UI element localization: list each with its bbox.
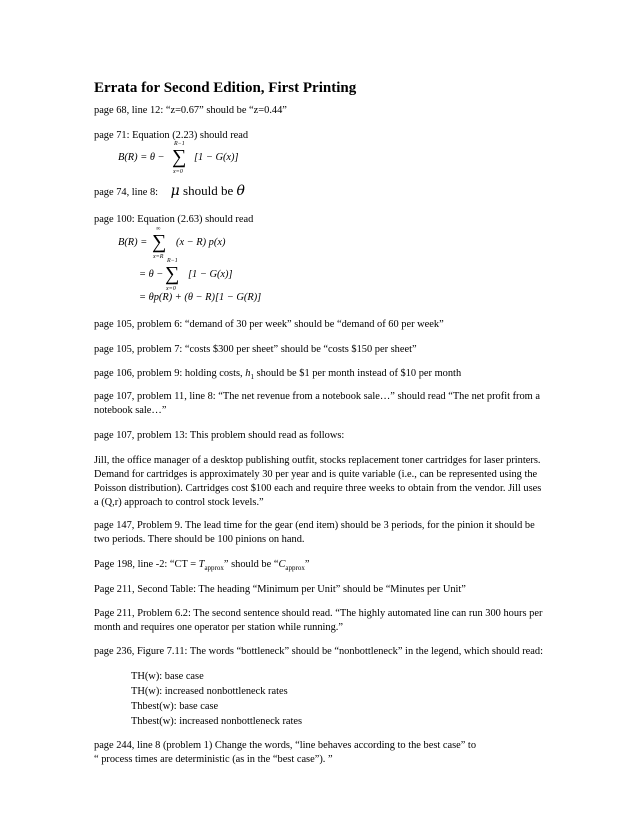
eq-2-63-sum1-lower: x=R	[153, 254, 164, 260]
erratum-page-105-problem-7: page 105, problem 7: “costs $300 per sheet” should be “costs $150 per sheet”	[94, 344, 417, 355]
legend-item: TH(w): increased nonbottleneck rates	[131, 686, 288, 697]
erratum-page-106-pre: page 106, problem 9: holding costs,	[94, 368, 246, 379]
erratum-page-244-line1: page 244, line 8 (problem 1) Change the words, “line behaves according to the best case” to	[94, 740, 477, 751]
eq-2-63-lhs: B(R) =	[118, 237, 148, 248]
summation-icon: ∑	[165, 263, 180, 285]
problem-13-replacement-text: Jill, the office manager of a desktop publishing outfit, stocks replacement toner cartridges for laser printers. Demand for cartridges is approximately 30 per year and is quite variable (i.e., can be represented using the Poisson distribution). Cartridges cost $100 each and require three weeks to obtain from the vendor. Jill uses a (Q,r) approach to control stock levels.”	[94, 455, 542, 508]
erratum-page-198-part2: ” should be “	[223, 559, 279, 570]
eq-2-63-sum2-upper: R−1	[167, 258, 178, 264]
legend-item: Thbest(w): base case	[131, 701, 219, 712]
t-subscript: approx	[204, 564, 224, 573]
eq-2-63-sum2-lower: x=0	[166, 286, 176, 292]
eq-2-63-body1: (x − R) p(x)	[176, 237, 226, 248]
t-variable: T	[198, 559, 205, 570]
legend-item: TH(w): base case	[131, 671, 204, 682]
eq-2-63-sum1-upper: ∞	[156, 226, 161, 232]
erratum-page-198-part3: ”	[304, 559, 310, 570]
h-subscript: 1	[250, 373, 254, 382]
erratum-page-100: page 100: Equation (2.63) should read	[94, 214, 254, 225]
eq-2-23-lhs: B(R) = θ −	[118, 152, 165, 163]
erratum-page-198-part1: Page 198, line -2: “CT =	[94, 559, 199, 570]
summation-icon: ∑	[172, 146, 187, 168]
erratum-page-74-prefix: page 74, line 8:	[94, 187, 159, 198]
erratum-page-147: page 147, Problem 9. The lead time for the gear (end item) should be 3 periods, for the pinion it should be two periods. There should be 100 pinions on hand.	[94, 520, 535, 545]
erratum-page-68: page 68, line 12: “z=0.67” should be “z=0.44”	[94, 105, 287, 116]
page-title: Errata for Second Edition, First Printing	[94, 80, 357, 96]
erratum-page-236: page 236, Figure 7.11: The words “bottleneck” should be “nonbottleneck” in the legend, which should read:	[94, 646, 543, 657]
c-variable: C	[278, 559, 286, 570]
eq-2-23-sum-lower: x=0	[173, 169, 183, 175]
mu-symbol: μ	[170, 183, 180, 199]
erratum-page-107-problem-11: page 107, problem 11, line 8: “The net revenue from a notebook sale…” should read “The net profit from a notebook sale…”	[94, 391, 540, 416]
c-subscript: approx	[285, 564, 305, 573]
h-variable: h	[245, 368, 251, 379]
legend-item: Thbest(w): increased nonbottleneck rates	[131, 716, 303, 727]
summation-icon: ∑	[152, 231, 167, 253]
eq-2-63-line2-lhs: = θ −	[139, 269, 164, 280]
eq-2-63-line3: = θp(R) + (θ − R)[1 − G(R)]	[139, 292, 262, 303]
erratum-page-211-problem: Page 211, Problem 6.2: The second sentence should read. “The highly automated line can run 300 hours per month and requires one operator per station while running.”	[94, 608, 543, 633]
erratum-page-211-table: Page 211, Second Table: The heading “Minimum per Unit” should be “Minutes per Unit”	[94, 584, 466, 595]
erratum-page-107-problem-13: page 107, problem 13: This problem should read as follows:	[94, 430, 345, 441]
erratum-page-105-problem-6: page 105, problem 6: “demand of 30 per week” should be “demand of 60 per week”	[94, 319, 444, 330]
erratum-page-71: page 71: Equation (2.23) should read	[94, 130, 249, 141]
erratum-page-106-post: should be $1 per month instead of $10 per month	[253, 368, 462, 379]
erratum-page-74	[94, 184, 245, 200]
erratum-page-74-mid: should be	[179, 183, 237, 198]
eq-2-23-body: [1 − G(x)]	[194, 152, 239, 163]
erratum-page-198	[94, 558, 309, 575]
erratum-page-106	[94, 367, 461, 384]
theta-symbol: θ	[236, 183, 245, 199]
eq-2-63-body2: [1 − G(x)]	[188, 269, 233, 280]
eq-2-23-sum-upper: R−1	[174, 141, 185, 147]
erratum-page-244-line2: “ process times are deterministic (as in the “best case”). ”	[94, 754, 333, 765]
